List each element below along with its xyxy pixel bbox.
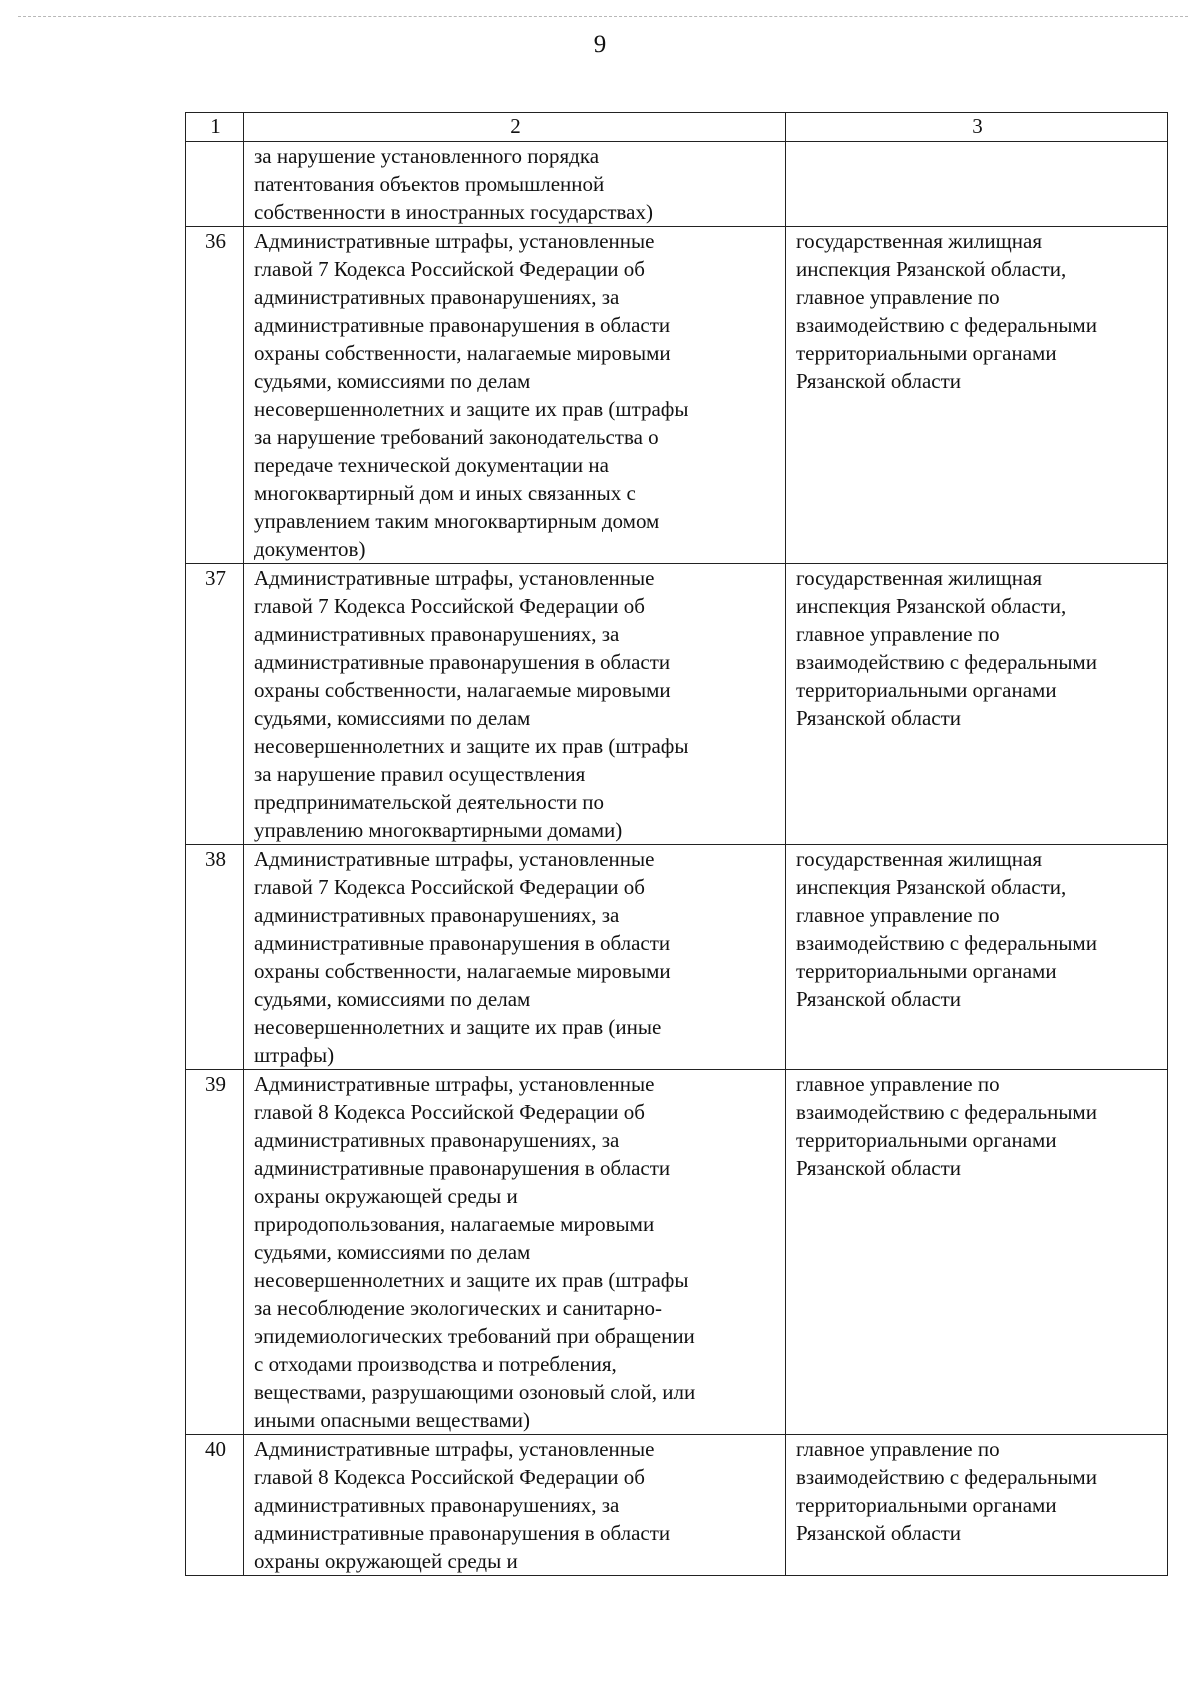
header-col-1: 1: [186, 113, 244, 142]
table-row: [186, 1435, 1168, 1576]
table-row: [186, 142, 1168, 227]
table-row: [186, 845, 1168, 1070]
scan-edge-line: [18, 16, 1188, 17]
table-row: [186, 1070, 1168, 1435]
row-number: 37: [186, 564, 244, 845]
table-header-row: [186, 113, 1168, 142]
row-description: Административные штрафы, установленные главой 7 Кодекса Российской Федерации об административных правонарушениях, за административные правонарушения в области охраны собственности, налагаемые мировыми судьями, комиссиями по делам несовершеннолетних и защите их прав (иные штрафы): [244, 845, 786, 1070]
table-row: [186, 227, 1168, 564]
row-authority: государственная жилищная инспекция Рязанской области, главное управление по взаимодействию с федеральными территориальными органами Рязанской области: [786, 564, 1168, 845]
row-description: за нарушение установленного порядка патентования объектов промышленной собственности в иностранных государствах): [244, 142, 786, 227]
row-authority: главное управление по взаимодействию с федеральными территориальными органами Рязанской области: [786, 1070, 1168, 1435]
row-number: 36: [186, 227, 244, 564]
row-authority: государственная жилищная инспекция Рязанской области, главное управление по взаимодействию с федеральными территориальными органами Рязанской области: [786, 227, 1168, 564]
row-description: Административные штрафы, установленные главой 7 Кодекса Российской Федерации об административных правонарушениях, за административные правонарушения в области охраны собственности, налагаемые мировыми судьями, комиссиями по делам несовершеннолетних и защите их прав (штрафы за нарушение требований законодательства о передаче технической документации на многоквартирный дом и иных связанных с управлением таким многоквартирным домом документов): [244, 227, 786, 564]
row-number: 39: [186, 1070, 244, 1435]
row-description: Административные штрафы, установленные главой 7 Кодекса Российской Федерации об административных правонарушениях, за административные правонарушения в области охраны собственности, налагаемые мировыми судьями, комиссиями по делам несовершеннолетних и защите их прав (штрафы за нарушение правил осуществления предпринимательской деятельности по управлению многоквартирными домами): [244, 564, 786, 845]
row-authority: государственная жилищная инспекция Рязанской области, главное управление по взаимодействию с федеральными территориальными органами Рязанской области: [786, 845, 1168, 1070]
row-number: [186, 142, 244, 227]
fines-table: [185, 112, 1168, 1576]
header-col-3: 3: [786, 113, 1168, 142]
page-number: 9: [593, 31, 607, 58]
row-authority: [786, 142, 1168, 227]
header-col-2: 2: [244, 113, 786, 142]
row-number: 38: [186, 845, 244, 1070]
table-row: [186, 564, 1168, 845]
row-description: Административные штрафы, установленные главой 8 Кодекса Российской Федерации об административных правонарушениях, за административные правонарушения в области охраны окружающей среды и природопользования, налагаемые мировыми судьями, комиссиями по делам несовершеннолетних и защите их прав (штрафы за несоблюдение экологических и санитарно- эпидемиологических требований при обращении с отходами производства и потребления, веществами, разрушающими озоновый слой, или иными опасными веществами): [244, 1070, 786, 1435]
row-authority: главное управление по взаимодействию с федеральными территориальными органами Рязанской области: [786, 1435, 1168, 1576]
row-number: 40: [186, 1435, 244, 1576]
row-description: Административные штрафы, установленные главой 8 Кодекса Российской Федерации об административных правонарушениях, за административные правонарушения в области охраны окружающей среды и: [244, 1435, 786, 1576]
